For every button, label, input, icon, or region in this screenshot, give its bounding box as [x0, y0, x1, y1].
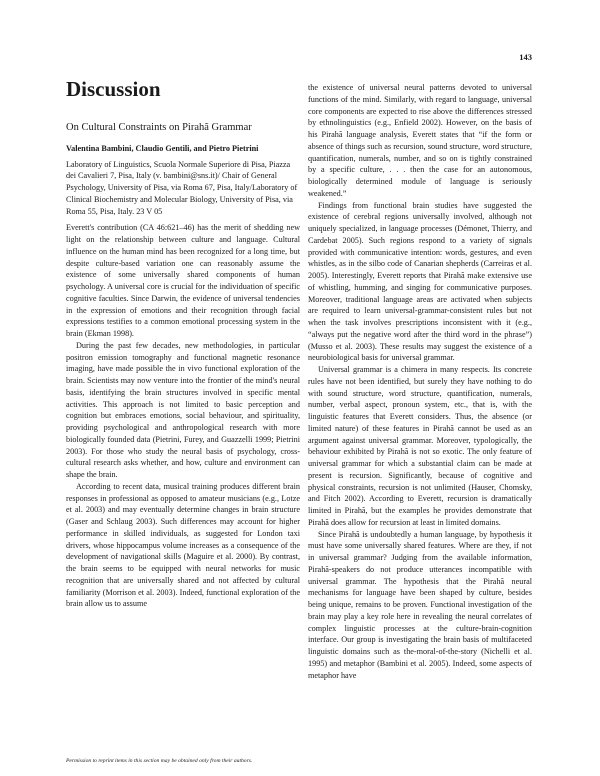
- article-authors: Valentina Bambini, Claudio Gentili, and Pietro Pietrini: [66, 143, 259, 153]
- body-paragraph: During the past few decades, new methodologies, in particular positron emission tomography and functional magnetic resonance imaging, have made possible the in vivo functional exploration of the brain. Scientists may now venture into the frontier of the mind's neural basis, identifying the brain structures involved in specific mental activities. This approach is not limited to basic perception and cognition but embraces emotions, social behaviour, and spirituality, providing psychological and anthropological research with more biologically founded data (Pietrini, Furey, and Guazzelli 1999; Pietrini 2003). For those who study the neural basis of psychology, cross-cultural research asks whether, and how, culture and environment can shape the brain.: [66, 340, 300, 479]
- left-column: [66, 76, 300, 610]
- section-heading: Discussion: [66, 77, 161, 101]
- article-title: On Cultural Constraints on Pirahã Grammar: [66, 122, 252, 133]
- body-paragraph: Everett's contribution (CA 46:621–46) has the merit of shedding new light on the relationship between culture and language. Cultural influence on the human mind has been recognized for a long time, but despite culture-based variation one can reasonably assume the existence of some universally shared components of human psychology. A universal core is crucial for the individuation of specific cognitive faculties. Since Darwin, the evidence of universal tendencies in the expression of emotions and their recognition through facial expressions testifies to a common emotional processing system in the brain (Ekman 1998).: [66, 223, 300, 338]
- body-paragraph: the existence of universal neural patterns devoted to universal functions of the mind. Similarly, with regard to language, universal core components are expected to rise above the differences stressed by ethnolinguistics (e.g., Enfield 2002). However, on the basis of his Pirahã language analysis, Everett states that “if the form or absence of things such as recursion, sound structure, word structure, quantification, numerals, number, and so on is tightly constrained by a specific culture, . . . then the case for an autonomous, biologically determined module of language is seriously weakened.”: [308, 83, 532, 198]
- body-paragraph: Since Pirahã is undoubtedly a human language, by hypothesis it must have some universally shared features. Where are they, if not in universal grammar? Judging from the available information, Pirahã-speakers do not produce utterances incompatible with universal grammar. The hypothesis that the Pirahã neural mechanisms for language have been shaped by culture, besides being unique, remains to be proven. Functional investigation of the brain may play a key role here in revealing the neural correlates of complex linguistic processes at the culture-brain-cognition interface. Our group is investigating the brain basis of multifaceted linguistic domains such as the-moral-of-the-story (Nichelli et al. 1995) and metaphor (Bambini et al. 2005). Indeed, some aspects of metaphor have: [308, 529, 532, 680]
- right-column: [308, 82, 532, 681]
- page-number: 143: [519, 52, 532, 62]
- body-paragraph: According to recent data, musical training produces different brain responses in professional as opposed to amateur musicians (e.g., Lotze et al. 2003) and may eventually determine changes in brain structure (Gaser and Schlaug 2003). Such differences may account for higher performance in skilled individuals, as suggested for London taxi drivers, whose hippocampus volume increases as a consequence of the development of navigational skills (Maguire et al. 2000). By contrast, the brain seems to be equipped with neural networks for music recognition that are universally shared and not affected by cultural familiarity (Morrison et al. 2003). Indeed, functional exploration of the brain allow us to assume: [66, 481, 300, 609]
- body-paragraph: Universal grammar is a chimera in many respects. Its concrete rules have not been identified, but surely they have nothing to do with sound structure, word structure, quantification, numerals, number, verbal aspect, pronoun system, etc., that is, with the linguistic features that Everett considers. Thus, the absence (or limited nature) of these features in Pirahã cannot be used as an argument against universal grammar. Moreover, typologically, the behaviour exhibited by Pirahã is not so exotic. The only feature of universal grammar for which a substantial claim can be made at present is recursion. Significantly, because of cognitive and physical constraints, recursion is not unlimited (Hauser, Chomsky, and Fitch 2002). According to Everett, recursion is dramatically limited in Pirahã, but the examples he provides demonstrate that Pirahã does allow for recursion at least in limited domains.: [308, 365, 532, 527]
- body-paragraph: Findings from functional brain studies have suggested the existence of cerebral regions universally involved, although not uniquely specialized, in language processes (Démonet, Thierry, and Cardebat 2005). Such regions respond to a variety of signals provided with communicative intention: words, gestures, and even whistles, as in the silbo code of Canarian shepherds (Carreiras et al. 2005). Interestingly, Everett reports that Pirahã make extensive use of whistling, humming, and singing for communicative purposes. Moreover, traditional language areas are activated when subjects are required to learn universal-grammar-consistent rules but not when the task involves prescriptions inconsistent with it (e.g., “always put the negative word after the third word in the phrase”) (Musso et al. 2003). These results may suggest the existence of a neurobiological basis for universal grammar.: [308, 200, 532, 363]
- author-affiliation: Laboratory of Linguistics, Scuola Normale Superiore di Pisa, Piazza dei Cavalieri 7, Pisa, Italy (v. bambini@sns.it)/ Chair of General Psychology, University of Pisa, via Roma 67, Pisa, Italy/Laboratory of Clinical Biochemistry and Molecular Biology, University of Pisa, via Roma 55, Pisa, Italy. 23 V 05: [66, 159, 298, 216]
- permission-footnote: Permission to reprint items in this section may be obtained only from their authors.: [66, 758, 253, 764]
